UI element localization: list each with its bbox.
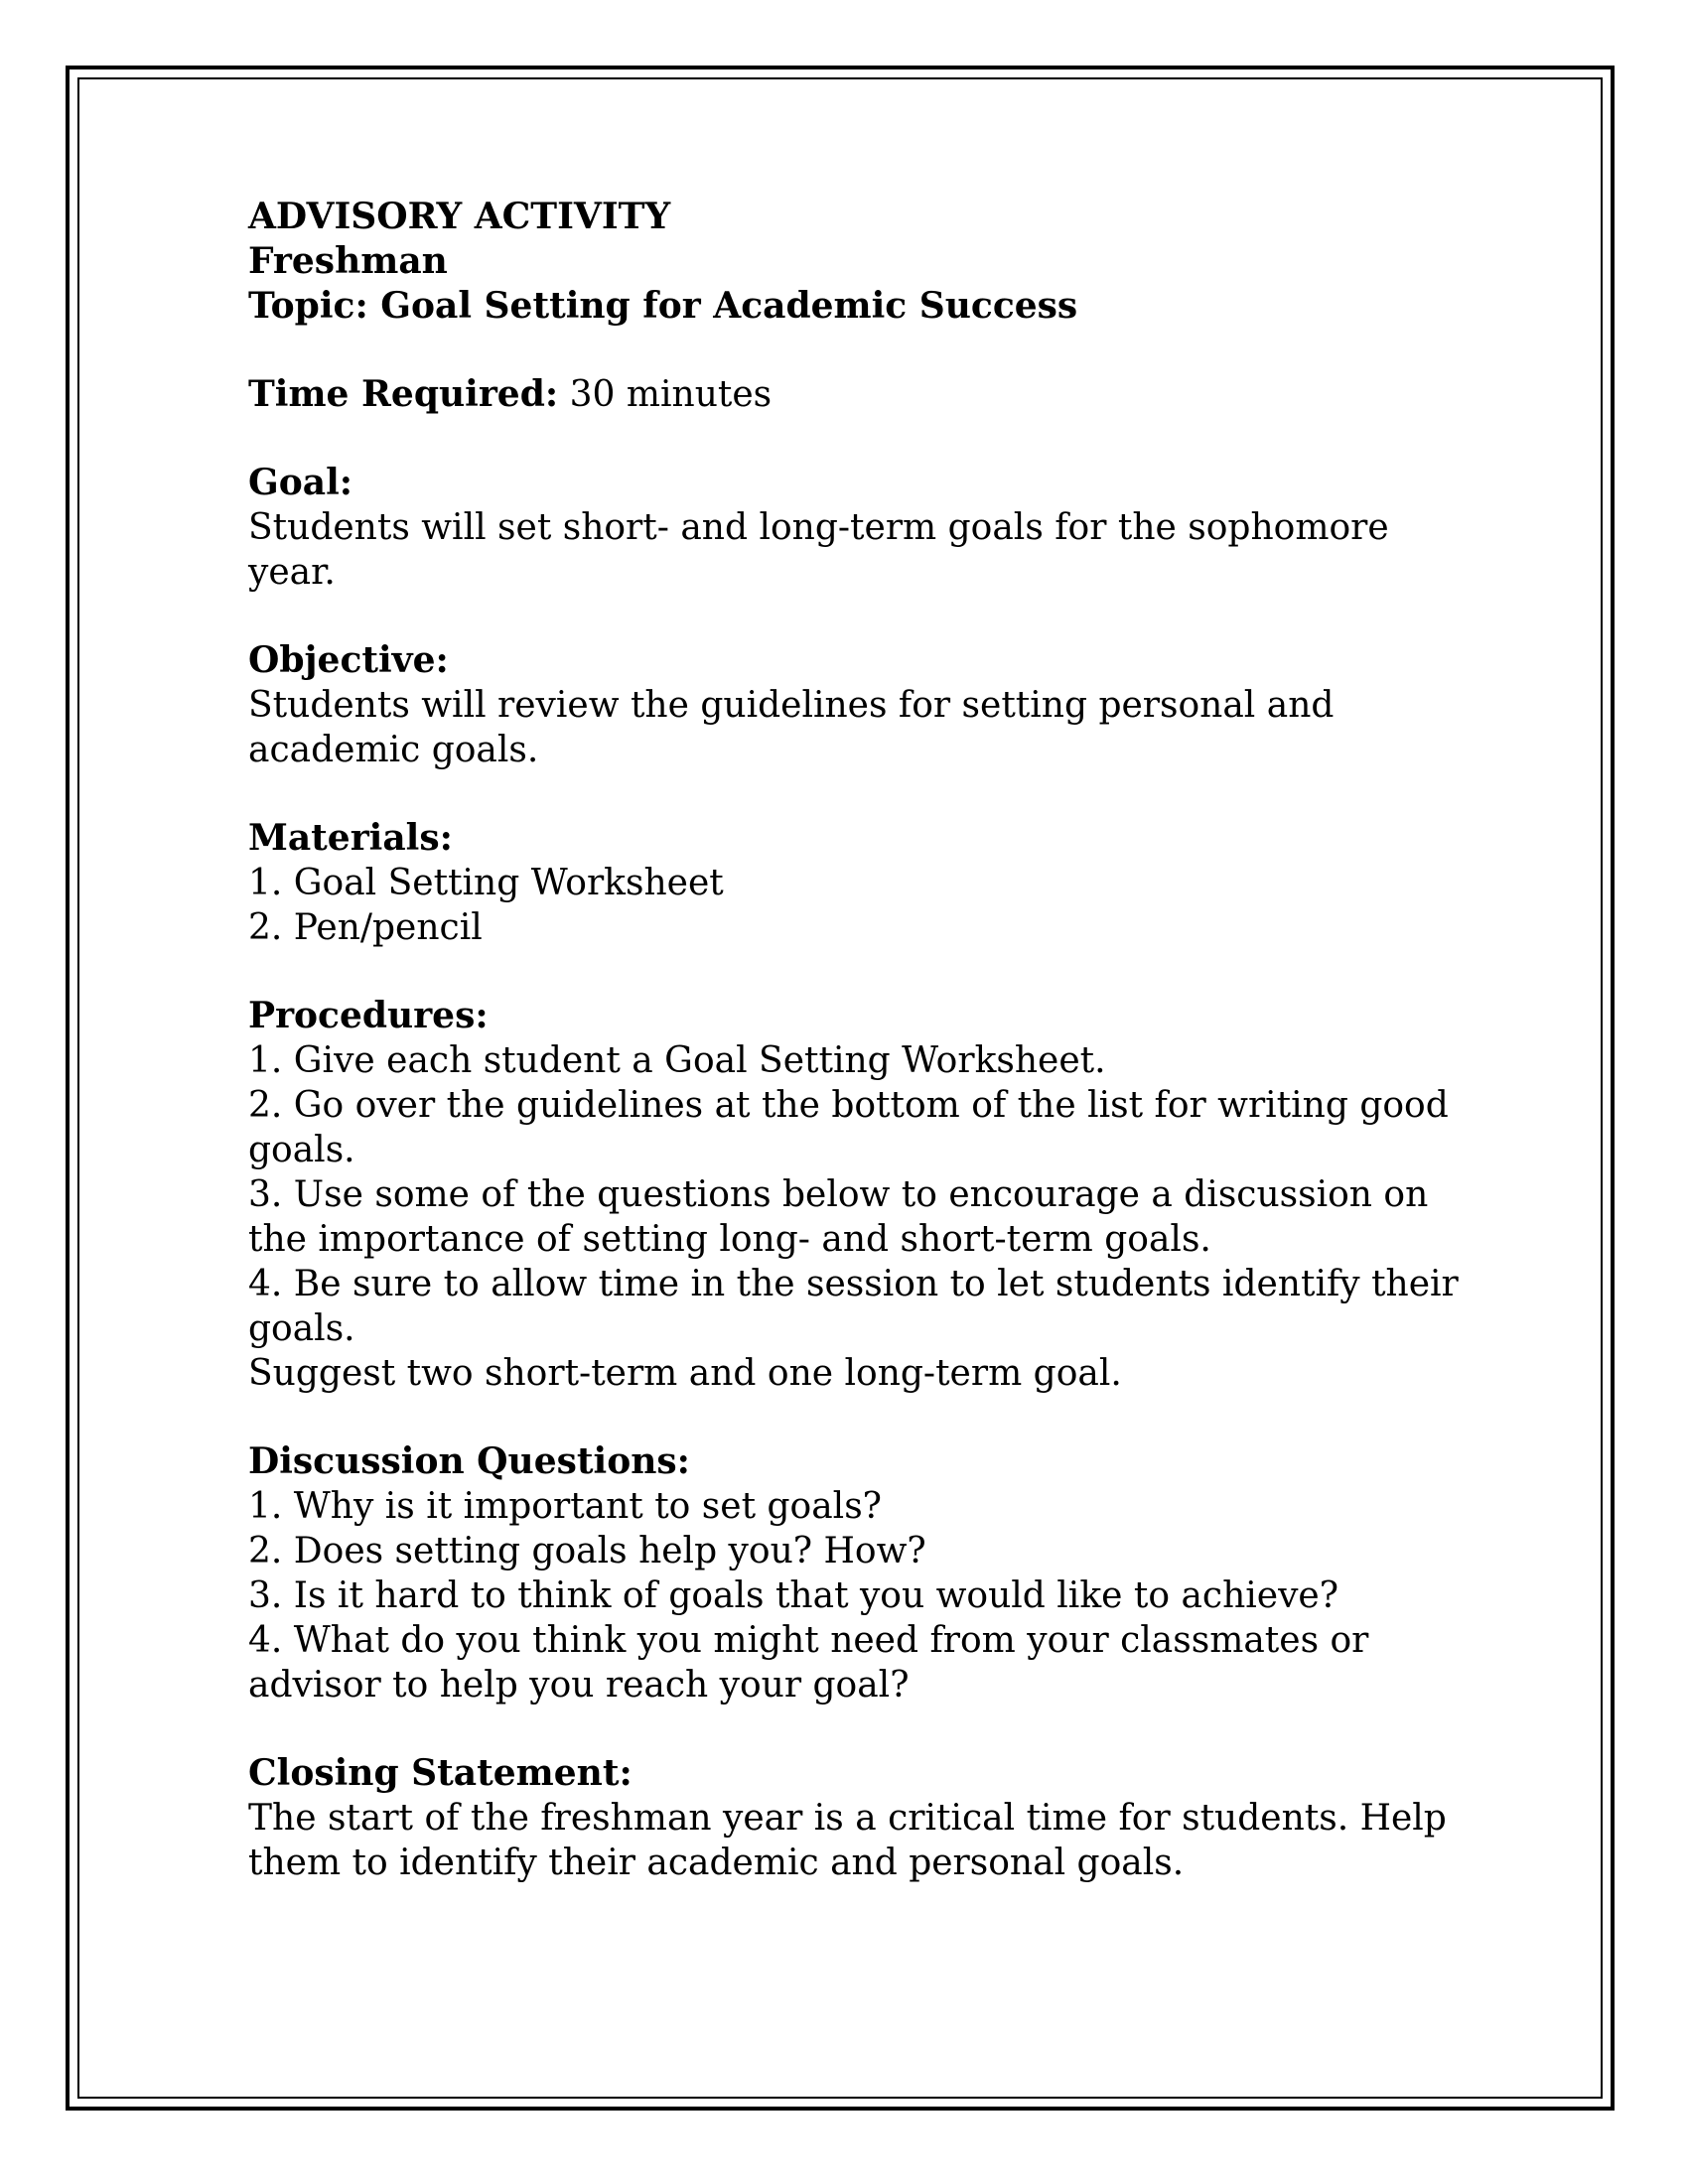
grade-level: Freshman (248, 240, 448, 282)
list-item: 1. Goal Setting Worksheet (248, 863, 724, 903)
time-required-label: Time Required: (248, 373, 559, 415)
discussion-heading: Discussion Questions: (248, 1440, 690, 1482)
list-item: 4. What do you think you might need from your classmates or advisor to help you reach your goal? (248, 1620, 1369, 1706)
list-item: 1. Why is it important to set goals? (248, 1486, 882, 1527)
objective-heading: Objective: (248, 639, 449, 681)
time-required (248, 372, 1460, 417)
list-item: 2. Pen/pencil (248, 907, 483, 948)
procedures-list (248, 1038, 1460, 1351)
list-item: 1. Give each student a Goal Setting Worksheet. (248, 1040, 1106, 1081)
procedures-note: Suggest two short-term and one long-term goal. (248, 1353, 1122, 1394)
materials-list (248, 861, 1460, 950)
objective-text: Students will review the guidelines for setting personal and academic goals. (248, 685, 1335, 770)
list-item: 2. Does setting goals help you? How? (248, 1531, 926, 1571)
discussion-list (248, 1484, 1460, 1707)
closing-heading: Closing Statement: (248, 1752, 633, 1794)
goal-heading: Goal: (248, 462, 353, 503)
topic-heading: Topic: Goal Setting for Academic Success (248, 285, 1078, 327)
materials-heading: Materials: (248, 817, 453, 859)
activity-document (248, 195, 1460, 1885)
list-item: 2. Go over the guidelines at the bottom of the list for writing good goals. (248, 1085, 1449, 1170)
time-required-value: 30 minutes (569, 374, 773, 415)
document-title: ADVISORY ACTIVITY (248, 196, 671, 237)
list-item: 3. Is it hard to think of goals that you would like to achieve? (248, 1575, 1339, 1616)
list-item: 3. Use some of the questions below to encourage a discussion on the importance of setting long- and short-term goals. (248, 1174, 1429, 1260)
list-item: 4. Be sure to allow time in the session to let students identify their goals. (248, 1264, 1459, 1349)
goal-text: Students will set short- and long-term goals for the sophomore year. (248, 507, 1389, 593)
closing-text: The start of the freshman year is a critical time for students. Help them to identify their academic and personal goals. (248, 1798, 1447, 1883)
procedures-heading: Procedures: (248, 995, 489, 1036)
